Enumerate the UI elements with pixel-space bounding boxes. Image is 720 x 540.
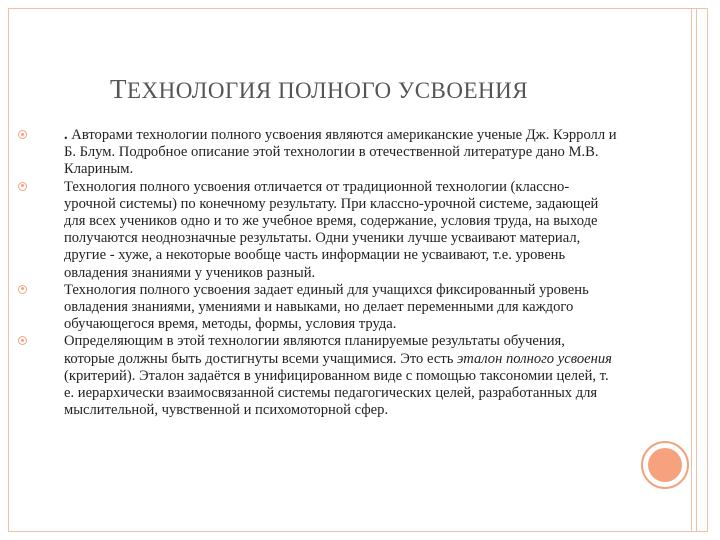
- item-text: Определяющим в этой технологии являются планируемые результаты обучения, которые должны быть достигнуты всеми учащимися. Это есть: [64, 333, 565, 367]
- title-rest: ЕХНОЛОГИЯ ПОЛНОГО УСВОЕНИЯ: [127, 78, 529, 103]
- page-title: [110, 74, 528, 105]
- decorative-circle-fill: [648, 448, 682, 482]
- list-item: [18, 333, 618, 419]
- item-text: Технология полного усвоения задает единый для учащихся фиксированный уровень овладения знаниями, умениями и навыками, но делает переменными для каждого обучающегося время, методы, формы, условия труда.: [64, 281, 589, 333]
- bullet-icon: [18, 130, 27, 139]
- item-text-end: (критерий). Эталон задаётся в унифицированном виде с помощью таксономии целей, т. е. иерархически взаимосвязанной системы педагогических целей, разработанных для мыслительной, чувственной и психомоторной сфер.: [64, 367, 609, 419]
- title-initial: Т: [110, 74, 127, 104]
- bullet-icon: [18, 182, 27, 191]
- item-emphasis: эталон полного усвоения: [457, 350, 612, 367]
- list-item: [18, 127, 618, 179]
- bullet-icon: [18, 336, 27, 345]
- decorative-circle: [641, 441, 689, 489]
- bullet-list: [18, 127, 618, 419]
- list-item: [18, 179, 618, 282]
- list-item: [18, 282, 618, 334]
- bullet-icon: [18, 285, 27, 294]
- slide-right-border: [691, 9, 697, 531]
- item-text: Авторами технологии полного усвоения являются американские ученые Дж. Кэрролл и Б. Блум. Подробное описание этой технологии в отечественной литературе дано М.В. Клариным.: [64, 127, 617, 178]
- item-text: Технология полного усвоения отличается от традиционной технологии (классно-урочной системы) по конечному результату. При классно-урочной системе, задающей для всех учеников одно и то же учебное время, содержание, условия труда, на выходе получаются неоднозначные результаты. Одни ученики лучше усваивают материал, другие - хуже, а некоторые вообще часть информации не усваивают, т.е. уровень овладения знаниями у учеников разный.: [64, 178, 599, 281]
- item-prefix: .: [64, 127, 68, 143]
